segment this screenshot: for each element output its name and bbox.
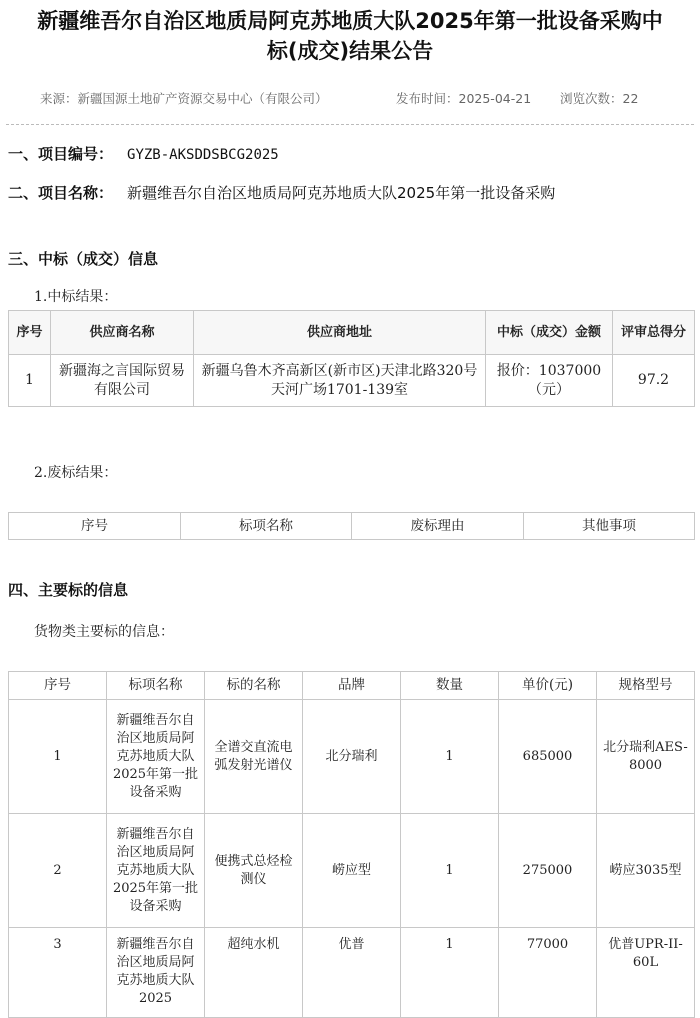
- divider: [6, 124, 694, 125]
- goods-table: [8, 671, 695, 1018]
- section-award-heading: 三、中标（成交）信息: [8, 250, 159, 268]
- goods-cell-brand: 优普: [303, 928, 401, 1018]
- award-cell-address: 新疆乌鲁木齐高新区(新市区)天津北路320号天河广场1701-139室: [194, 355, 486, 407]
- award-cell-amount: 报价：1037000（元）: [486, 355, 613, 407]
- table-row: [9, 814, 695, 928]
- goods-table-header: [9, 672, 695, 700]
- project-number-value: GYZB-AKSDDSBCG2025: [127, 147, 279, 163]
- award-header-amount: 中标（成交）金额: [486, 311, 613, 355]
- goods-header-price: 单价(元): [499, 672, 597, 700]
- goods-cell-target: 便携式总烃检测仪: [205, 814, 303, 928]
- goods-cell-price: 275000: [499, 814, 597, 928]
- goods-cell-item: 新疆维吾尔自治区地质局阿克苏地质大队2025年第一批设备采购: [107, 700, 205, 814]
- table-row: [9, 700, 695, 814]
- page-title: [0, 0, 700, 66]
- view-count: 浏览次数：22: [560, 91, 639, 106]
- failed-bid-table: [8, 512, 695, 540]
- goods-header-index: 序号: [9, 672, 107, 700]
- goods-header-quantity: 数量: [401, 672, 499, 700]
- table-row: [9, 355, 695, 407]
- source-text: 来源：新疆国源土地矿产资源交易中心（有限公司）: [40, 91, 328, 106]
- award-cell-index: 1: [9, 355, 51, 407]
- project-name-label: 二、项目名称：: [8, 184, 114, 202]
- failed-header-reason: 废标理由: [352, 513, 524, 540]
- goods-cell-index: 2: [9, 814, 107, 928]
- award-header-index: 序号: [9, 311, 51, 355]
- goods-cell-index: 3: [9, 928, 107, 1018]
- goods-cell-quantity: 1: [401, 814, 499, 928]
- goods-cell-index: 1: [9, 700, 107, 814]
- goods-cell-spec: 优普UPR-II-60L: [597, 928, 695, 1018]
- goods-header-item: 标项名称: [107, 672, 205, 700]
- award-header-address: 供应商地址: [194, 311, 486, 355]
- goods-cell-target: 全谱交直流电弧发射光谱仪: [205, 700, 303, 814]
- goods-cell-spec: 崂应3035型: [597, 814, 695, 928]
- award-cell-score: 97.2: [613, 355, 695, 407]
- award-result-label: 1.中标结果：: [34, 289, 118, 305]
- goods-header-brand: 品牌: [303, 672, 401, 700]
- goods-cell-target: 超纯水机: [205, 928, 303, 1018]
- table-row: [9, 928, 695, 1018]
- goods-cell-quantity: 1: [401, 700, 499, 814]
- goods-header-target: 标的名称: [205, 672, 303, 700]
- failed-header-item: 标项名称: [181, 513, 352, 540]
- project-number-label: 一、项目编号：: [8, 145, 114, 163]
- project-number-row: [8, 143, 279, 164]
- failed-table-header: [9, 513, 695, 540]
- goods-cell-item: 新疆维吾尔自治区地质局阿克苏地质大队2025: [107, 928, 205, 1018]
- goods-intro: 货物类主要标的信息：: [34, 624, 174, 640]
- section-goods-heading: 四、主要标的信息: [8, 581, 129, 599]
- title-line-2: 标(成交)结果公告: [266, 39, 434, 63]
- goods-cell-brand: 北分瑞利: [303, 700, 401, 814]
- publish-time: 发布时间：2025-04-21: [396, 91, 532, 106]
- failed-result-label: 2.废标结果：: [34, 465, 118, 481]
- award-table-header: [9, 311, 695, 355]
- title-line-1: 新疆维吾尔自治区地质局阿克苏地质大队2025年第一批设备采购中: [37, 9, 663, 33]
- failed-header-index: 序号: [9, 513, 181, 540]
- goods-header-spec: 规格型号: [597, 672, 695, 700]
- goods-cell-item: 新疆维吾尔自治区地质局阿克苏地质大队2025年第一批设备采购: [107, 814, 205, 928]
- goods-cell-quantity: 1: [401, 928, 499, 1018]
- goods-cell-price: 77000: [499, 928, 597, 1018]
- goods-cell-price: 685000: [499, 700, 597, 814]
- award-table: [8, 310, 695, 407]
- award-cell-supplier: 新疆海之言国际贸易有限公司: [51, 355, 194, 407]
- goods-cell-spec: 北分瑞利AES-8000: [597, 700, 695, 814]
- award-header-score: 评审总得分: [613, 311, 695, 355]
- project-name-row: [8, 182, 555, 203]
- goods-cell-brand: 崂应型: [303, 814, 401, 928]
- project-name-value: 新疆维吾尔自治区地质局阿克苏地质大队2025年第一批设备采购: [127, 184, 556, 202]
- award-header-supplier: 供应商名称: [51, 311, 194, 355]
- failed-header-other: 其他事项: [524, 513, 695, 540]
